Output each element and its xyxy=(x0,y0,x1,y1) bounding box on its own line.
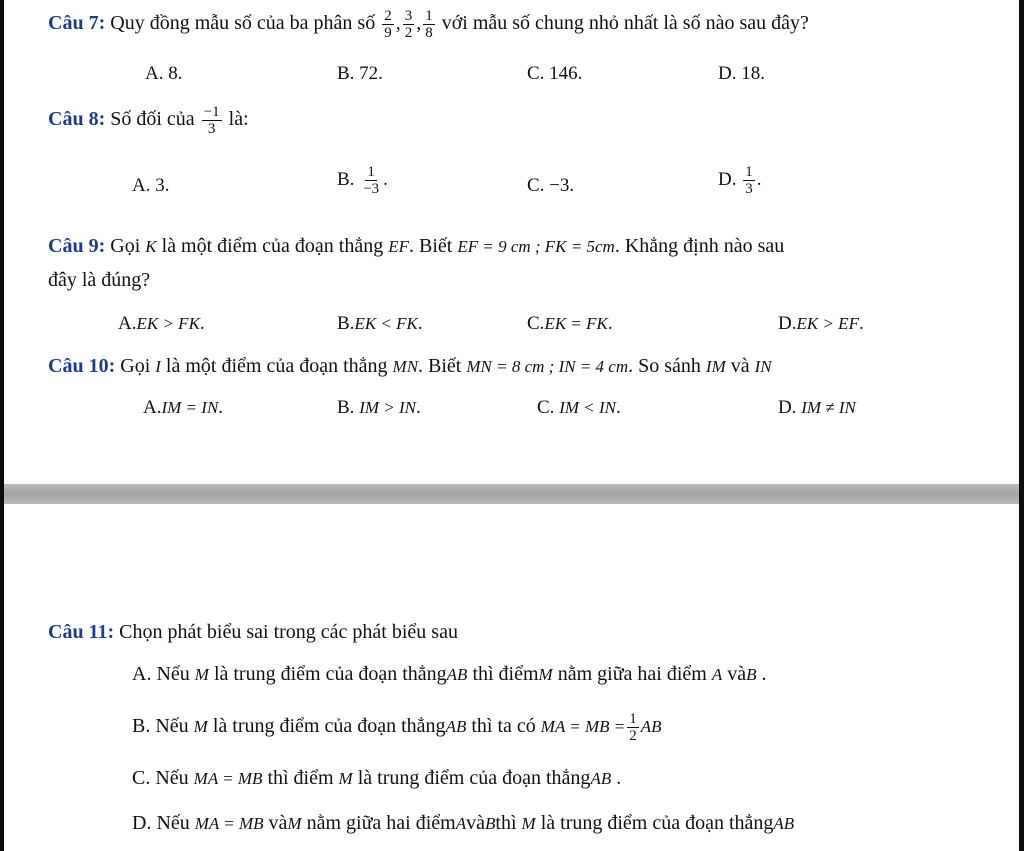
fraction-2-9: $\frac{2}{9}$ xyxy=(384,8,392,41)
question-7-label: Câu 7: xyxy=(48,12,106,35)
q11-option-a: A. Nếu M là trung điểm của đoạn thẳngAB thì điểmM nằm giữa hai điểm A vàB . xyxy=(132,663,767,685)
q11-option-c: C. Nếu MA = MB thì điểm M là trung điểm của đoạn thẳngAB . xyxy=(132,767,622,789)
q8-option-d: D. $\frac{1}{3}$ . xyxy=(718,164,762,197)
question-8: Câu 8: Số đối của $\frac{-1}{3}$ là: xyxy=(48,104,249,137)
q10-option-b: B. IM > IN. xyxy=(337,397,421,418)
q11-option-d: D. Nếu MA = MB vàM nằm giữa hai điểmAvàBthì M là trung điểm của đoạn thẳngAB xyxy=(132,812,795,834)
q8-option-c: C. −3. xyxy=(527,175,575,196)
q11-option-b: B. Nếu M là trung điểm của đoạn thẳngAB thì ta có MA = MB = $\frac{1}{2}$ AB xyxy=(132,710,662,744)
question-9: Câu 9: Gọi K là một điểm của đoạn thẳng EF. Biết EF = 9 cm ; FK = 5cm. Khẳng định nào sau xyxy=(48,235,785,257)
page-divider xyxy=(4,484,1019,504)
q7-option-d: D. 18. xyxy=(718,63,765,84)
q9-option-c: C.EK = FK. xyxy=(527,313,613,334)
question-8-label: Câu 8: xyxy=(48,108,106,131)
q7-option-a: A. 8. xyxy=(145,63,183,84)
q9-option-b: B.EK < FK. xyxy=(337,313,423,334)
question-7-text-before: Quy đồng mẫu số của ba phân số xyxy=(110,12,376,35)
q10-option-c: C. IM < IN. xyxy=(537,397,621,418)
question-10-label: Câu 10: xyxy=(48,355,116,377)
fraction-minus-1-3: $\frac{-1}{3}$ xyxy=(203,104,220,137)
q8-option-b: B. $\frac{1}{-3}$ . xyxy=(337,164,388,197)
q10-option-d: D. IM ≠ IN xyxy=(778,397,856,418)
q8-option-a: A. 3. xyxy=(132,175,170,196)
q9-option-a: A.EK > FK. xyxy=(118,313,205,334)
question-11: Câu 11: Chọn phát biểu sai trong các phát biểu sau xyxy=(48,621,458,643)
q10-option-a: A.IM = IN. xyxy=(143,397,224,418)
question-10: Câu 10: Gọi I là một điểm của đoạn thẳng MN. Biết MN = 8 cm ; IN = 4 cm. So sánh IM và IN xyxy=(48,355,772,377)
question-9-line-2: đây là đúng? xyxy=(48,269,151,291)
question-7-text-after: với mẫu số chung nhỏ nhất là số nào sau đây? xyxy=(441,12,809,35)
q7-option-b: B. 72. xyxy=(337,63,383,84)
q7-option-c: C. 146. xyxy=(527,63,583,84)
question-9-label: Câu 9: xyxy=(48,235,106,257)
window-frame-left xyxy=(0,0,4,851)
fraction-1-8: $\frac{1}{8}$ xyxy=(425,8,433,41)
q9-option-d: D.EK > EF. xyxy=(778,313,864,334)
question-11-label: Câu 11: xyxy=(48,621,115,643)
question-7: Câu 7: Quy đồng mẫu số của ba phân số $\frac{2}{9}$ , $\frac{3}{2}$ , $\frac{1}{8}$ với mẫu số chung nhỏ nhất là số nào sau đây? xyxy=(48,8,809,41)
fraction-3-2: $\frac{3}{2}$ xyxy=(404,8,413,41)
window-frame-right xyxy=(1019,0,1024,851)
